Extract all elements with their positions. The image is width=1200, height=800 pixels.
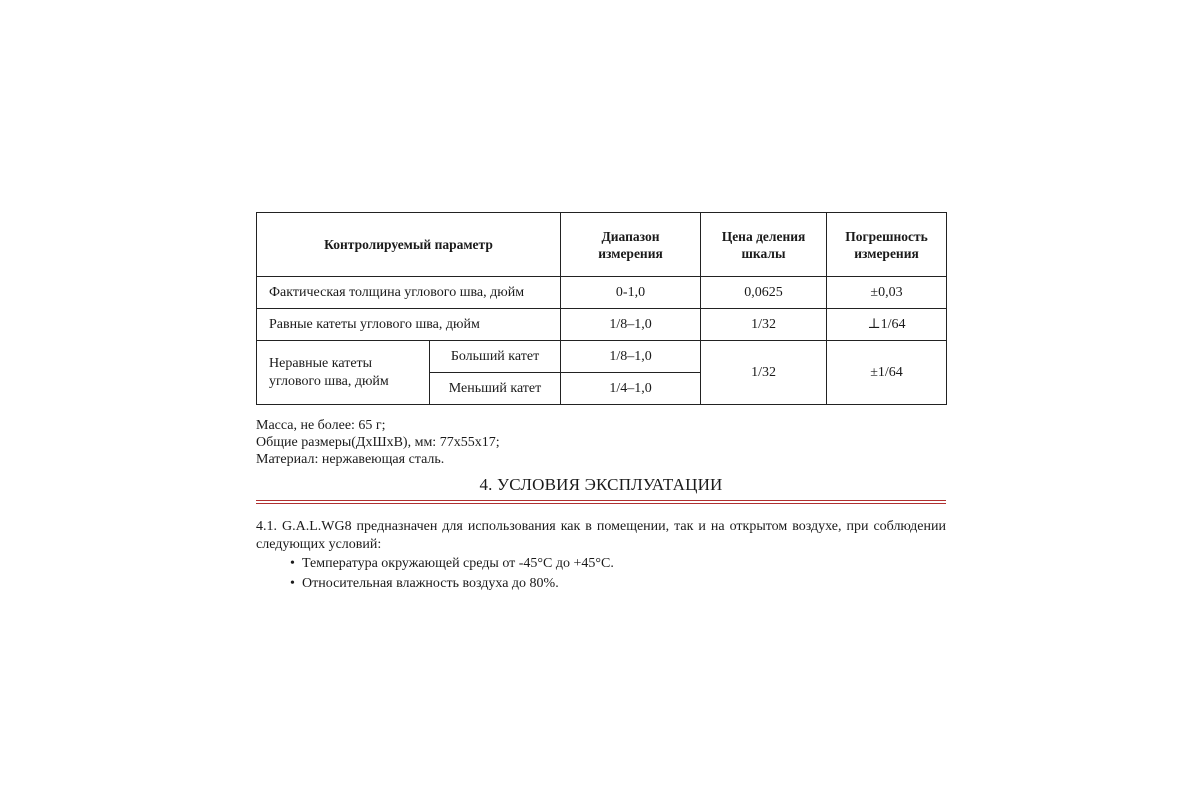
material-note: Материал: нержавеющая сталь.: [256, 452, 445, 467]
smaller-leg-label: Меньший катет: [430, 373, 561, 405]
row-range: 0-1,0: [561, 277, 701, 309]
row-error: ±0,03: [827, 277, 947, 309]
section-paragraph: 4.1. G.A.L.WG8 предназначен для использования как в помещении, так и на открытом воздухе, при соблюдении следующих условий:: [256, 519, 946, 552]
row-scale: 1/32: [701, 309, 827, 341]
mass-note: Масса, не более: 65 г;: [256, 418, 386, 433]
table-row: [257, 309, 947, 341]
header-range: Диапазон измерения: [561, 213, 701, 277]
row-scale: 0,0625: [701, 277, 827, 309]
row-error: ⊥1/64: [827, 309, 947, 341]
smaller-leg-range: 1/4–1,0: [561, 373, 701, 405]
bullet-icon: •: [290, 576, 295, 591]
unequal-error: ±1/64: [827, 341, 947, 405]
condition-text: Температура окружающей среды от -45°С до +45°С.: [302, 556, 614, 571]
table-row-unequal-larger: [257, 341, 947, 373]
dimensions-note: Общие размеры(ДхШхВ), мм: 77х55х17;: [256, 435, 500, 450]
list-item: [256, 574, 946, 594]
row-range: 1/8–1,0: [561, 309, 701, 341]
larger-leg-label: Больший катет: [430, 341, 561, 373]
row-param: Равные катеты углового шва, дюйм: [257, 309, 561, 341]
section-heading: 4. УСЛОВИЯ ЭКСПЛУАТАЦИИ: [479, 475, 723, 494]
header-scale: Цена деления шкалы: [701, 213, 827, 277]
document-page: [256, 212, 946, 594]
condition-text: Относительная влажность воздуха до 80%.: [302, 576, 559, 591]
unequal-scale: 1/32: [701, 341, 827, 405]
product-notes: [256, 417, 946, 468]
specifications-table: [256, 212, 947, 405]
row-param: Фактическая толщина углового шва, дюйм: [257, 277, 561, 309]
header-param: Контролируемый параметр: [257, 213, 561, 277]
table-header-row: [257, 213, 947, 277]
heading-divider: [256, 500, 946, 504]
bullet-icon: •: [290, 556, 295, 571]
larger-leg-range: 1/8–1,0: [561, 341, 701, 373]
table-row: [257, 277, 947, 309]
conditions-list: [256, 554, 946, 594]
header-error: Погрешность измерения: [827, 213, 947, 277]
unequal-param: Неравные катеты углового шва, дюйм: [257, 341, 430, 405]
list-item: [256, 554, 946, 574]
